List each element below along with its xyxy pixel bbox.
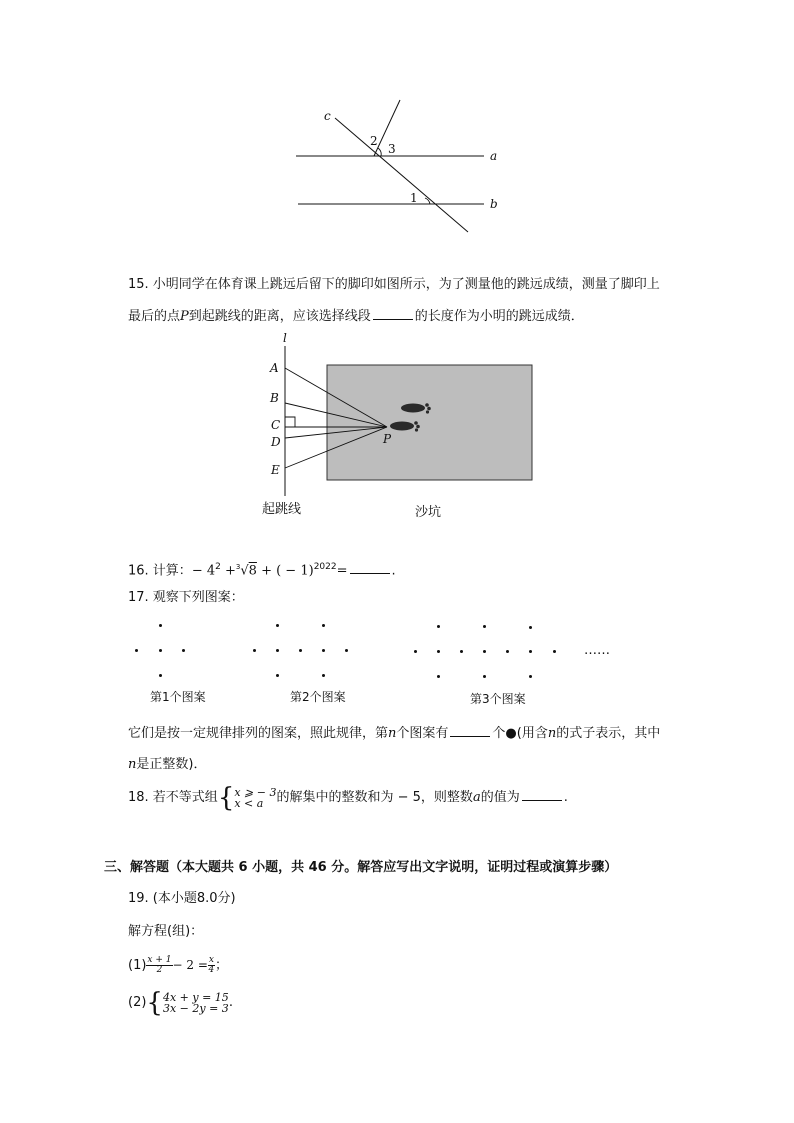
ellipsis: ……: [584, 643, 610, 658]
q19-instruction: 解方程(组)：: [128, 924, 204, 939]
dot: [322, 624, 325, 627]
label-a: a: [490, 149, 498, 163]
label-l: l: [283, 331, 287, 345]
q16: 16. 计算：− $4^2 +^3√8$ + ( − 1)$^{2022}$= .: [128, 562, 396, 579]
caption-pattern-2: 第2个图案: [290, 690, 346, 704]
caption-pattern-3: 第3个图案: [470, 692, 526, 706]
dot: [276, 624, 279, 627]
caption-takeoff-line: 起跳线: [262, 502, 302, 517]
q15-line2: 最后的点P到起跳线的距离，应该选择线段 的长度作为小明的跳远成绩．: [128, 309, 584, 324]
dot: [506, 650, 509, 653]
label-P: P: [383, 432, 392, 446]
dot: [135, 649, 138, 652]
dot: [159, 649, 162, 652]
label-b: b: [490, 197, 498, 211]
q17-text-line1: 它们是按一定规律排列的图案，照此规律，第n个图案有 个●(用含n的式子表示，其中: [128, 726, 661, 741]
section-heading: 三、解答题（本大题共 6 小题，共 46 分。解答应写出文字说明，证明过程或演算步骤）: [104, 860, 618, 875]
dot: [414, 650, 417, 653]
dot: [460, 650, 463, 653]
q19-part2: (2){4x + y = 15 3x − 2y = 3.: [128, 987, 233, 1018]
q17-text-line2: n是正整数)．: [128, 757, 207, 772]
dot: [182, 649, 185, 652]
q19-part1: (1) $\frac{x + 1}{2}$ − 2 = $\frac{x}{4}$ ；: [128, 955, 228, 975]
dot: [437, 625, 440, 628]
label-C: C: [271, 418, 281, 432]
caption-pattern-1: 第1个图案: [150, 690, 206, 704]
dot: [483, 625, 486, 628]
label-B: B: [270, 391, 279, 405]
dot: [322, 649, 325, 652]
dot: [529, 650, 532, 653]
label-c: c: [324, 109, 331, 123]
dot: [276, 649, 279, 652]
dot: [553, 650, 556, 653]
dot: [345, 649, 348, 652]
dot: [276, 674, 279, 677]
q19-title: 19. (本小题8.0分): [128, 891, 236, 906]
label-3: 3: [388, 142, 396, 156]
label-E: E: [271, 463, 280, 477]
label-A: A: [270, 361, 279, 375]
dot: [483, 650, 486, 653]
q15-line1: 15. 小明同学在体育课上跳远后留下的脚印如图所示，为了测量他的跳远成绩，测量了脚印上: [128, 277, 660, 292]
dot: [299, 649, 302, 652]
label-D: D: [271, 435, 281, 449]
answer-blank[interactable]: [450, 724, 490, 737]
q18: 18. 若不等式组{x ⩾ − 3 x < a 的解集中的整数和为 − 5，则整数a的值为 .: [128, 782, 568, 813]
dot: [159, 674, 162, 677]
dot: [437, 650, 440, 653]
dot: [483, 675, 486, 678]
answer-blank[interactable]: [522, 788, 562, 801]
dot: [529, 675, 532, 678]
label-1: 1: [410, 191, 418, 205]
dot: [437, 675, 440, 678]
q17-title: 17. 观察下列图案：: [128, 590, 244, 605]
dot: [159, 624, 162, 627]
label-2: 2: [370, 134, 378, 148]
dot: [253, 649, 256, 652]
dot: [529, 626, 532, 629]
dot: [322, 674, 325, 677]
caption-sand-pit: 沙坑: [415, 505, 442, 520]
